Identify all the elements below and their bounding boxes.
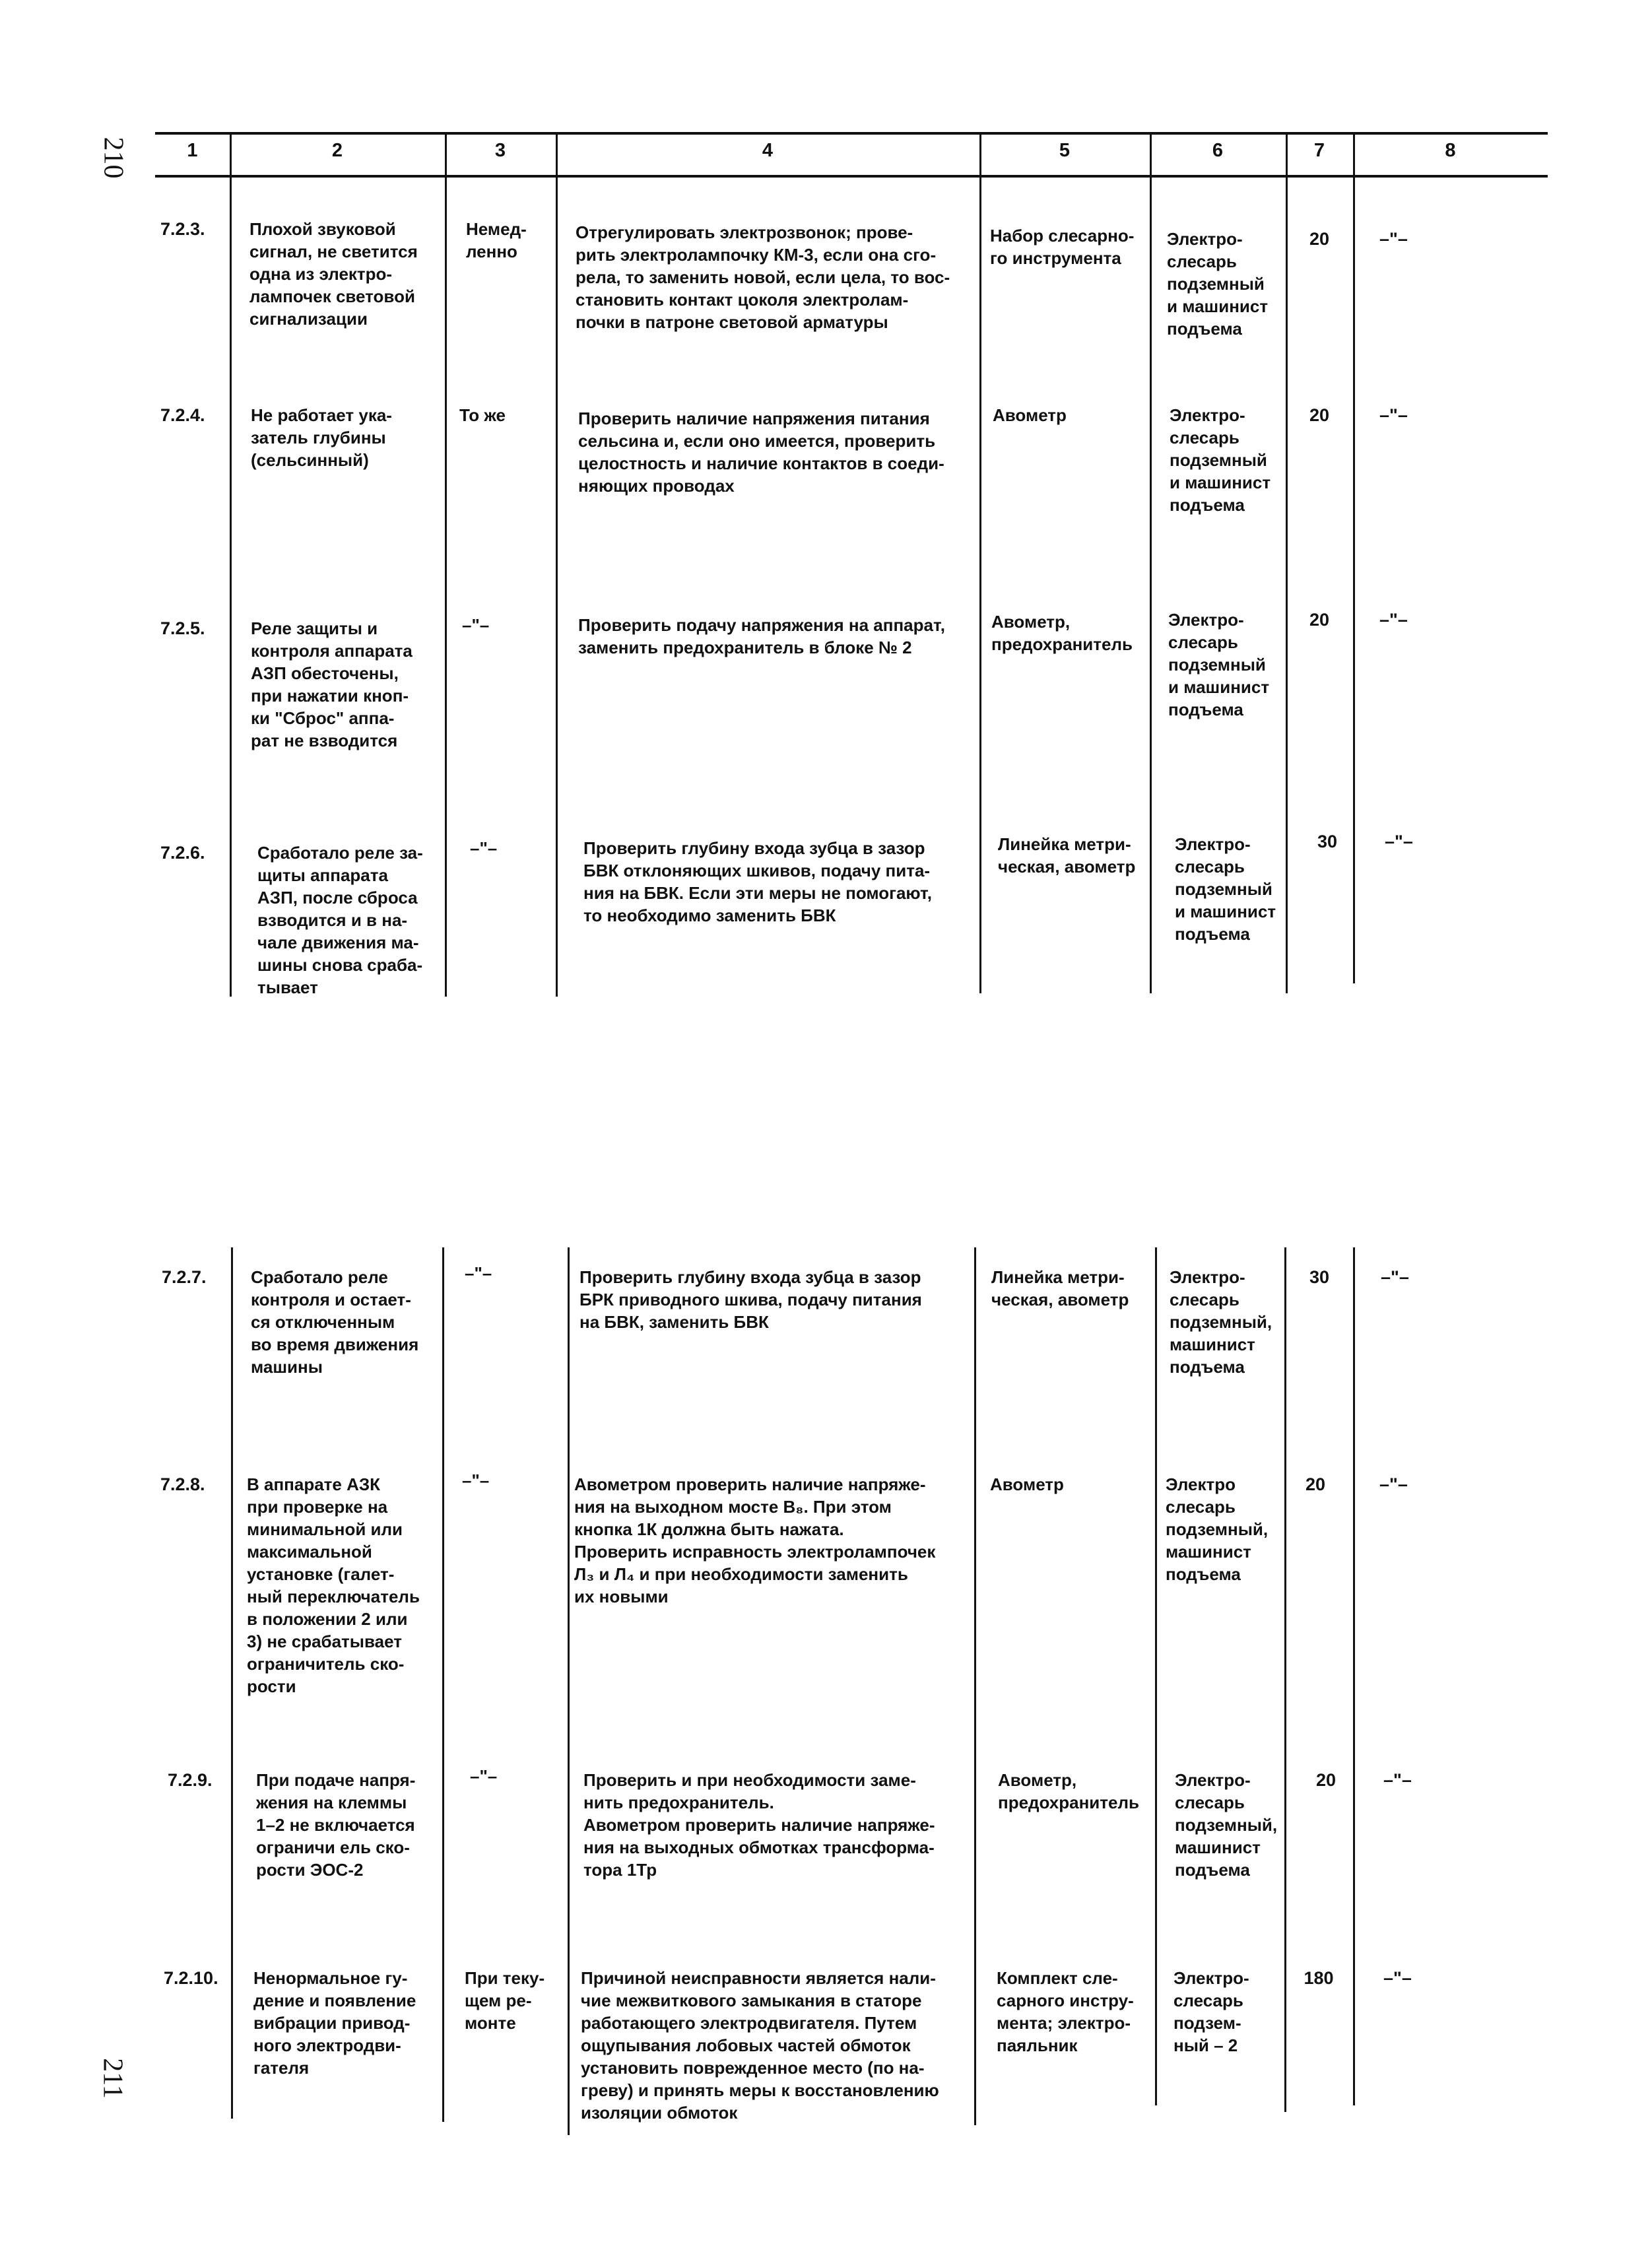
row-code: 7.2.10. [164,1968,218,1988]
staff: Электро слесарь подземный, машинист подъема [1166,1474,1269,1584]
column-divider [230,132,232,997]
repair-action: Проверить глубину входа зубца в зазор БВК отклоняющих шкивов, подачу пита- ния на БВК. Если эти меры не помогают, то необходимо заменить БВК [583,838,932,925]
time-minutes: 20 [1309,229,1330,249]
repair-action: Причиной неисправности является нали- чие межвиткового замыкания в статоре работающего электродвигателя. Путем ощупывания лобовых частей обмоток установить поврежденное место (по на- греву) и принять меры к восстановлению изоляции обмоток [581,1968,939,2123]
column-divider [974,1247,976,2125]
repair-term: –"– [462,615,490,635]
fault-description: При подаче напря- жения на клеммы 1–2 не включается ограничи ель ско- рости ЭОС-2 [256,1770,416,1880]
repair-action: Проверить подачу напряжения на аппарат, заменить предохранитель в блоке № 2 [578,615,945,657]
tools: Авометр [993,405,1067,425]
tools: Авометр, предохранитель [998,1770,1139,1812]
note: –"– [1385,832,1413,851]
repair-action: Отрегулировать электрозвонок; прове- рить электролампочку КМ-3, если она сго- рела, то заменить новой, если цела, то вос- становить контакт цоколя электролам- почки в патроне световой арматуры [576,222,950,332]
tools: Авометр, предохранитель [991,612,1133,654]
staff: Электро- слесарь подземный и машинист подъема [1170,405,1271,515]
staff: Электро- слесарь подземный, машинист подъема [1170,1267,1272,1377]
column-divider [979,132,981,993]
table-header-rule [155,175,1548,178]
time-minutes: 30 [1317,832,1338,851]
tools: Авометр [990,1474,1064,1494]
repair-term: –"– [462,1470,490,1490]
column-header-5: 5 [1059,140,1071,161]
column-header-4: 4 [762,140,774,161]
staff: Электро- слесарь подзем- ный – 2 [1173,1968,1249,2055]
column-divider [568,1247,570,2135]
row-code: 7.2.4. [160,405,205,425]
fault-description: Ненормальное гу- дение и появление вибрации привод- ного электродви- гателя [253,1968,416,2078]
column-header-8: 8 [1445,140,1456,161]
repair-term: –"– [470,1766,498,1786]
row-code: 7.2.5. [160,618,205,638]
staff: Электро- слесарь подземный, машинист подъема [1175,1770,1278,1880]
repair-action: Проверить глубину входа зубца в зазор БРК приводного шкива, подачу питания на БВК, заменить БВК [579,1267,922,1332]
repair-term: –"– [465,1263,492,1283]
fault-description: В аппарате АЗК при проверке на минимальной или максимальной установке (галет- ный переключатель в положении 2 или 3) не срабатывает ограничитель ско- рости [247,1474,420,1696]
staff: Электро- слесарь подземный и машинист подъема [1167,229,1269,339]
time-minutes: 20 [1309,610,1330,630]
repair-action: Авометром проверить наличие напряже- ния на выходном мосте В₈. При этом кнопка 1К должна быть нажата. Проверить исправность электролампочек Л₃ и Л₄ и при необходимости заменить их новыми [574,1474,936,1606]
fault-description: Плохой звуковой сигнал, не светится одна из электро- лампочек световой сигнализации [249,219,418,329]
repair-term: Немед- ленно [466,219,527,261]
note: –"– [1383,1770,1412,1790]
note: –"– [1383,1968,1412,1988]
column-divider [231,1247,233,2119]
column-header-1: 1 [187,140,198,161]
fault-description: Реле защиты и контроля аппарата АЗП обесточены, при нажатии кноп- ки "Сброс" аппа- рат не взводится [251,618,413,750]
row-code: 7.2.6. [160,843,205,863]
row-code: 7.2.9. [168,1770,213,1790]
note: –"– [1379,1474,1408,1494]
staff: Электро- слесарь подземный и машинист подъема [1175,834,1276,944]
time-minutes: 30 [1309,1267,1330,1287]
row-code: 7.2.7. [162,1267,207,1287]
time-minutes: 180 [1304,1968,1334,1988]
repair-term: То же [459,405,506,425]
column-header-2: 2 [331,140,343,161]
time-minutes: 20 [1309,405,1330,425]
column-divider [1150,132,1152,993]
column-divider [556,132,558,997]
column-divider [445,132,447,997]
note: –"– [1379,405,1408,425]
column-header-3: 3 [494,140,506,161]
fault-description: Сработало реле за- щиты аппарата АЗП, после сброса взводится и в на- чале движения ма- шины снова сраба- тывает [257,843,423,997]
time-minutes: 20 [1315,1770,1337,1790]
page-number-top: 210 [98,137,129,179]
fault-description: Не работает ука- затель глубины (сельсинный) [251,405,392,470]
row-code: 7.2.3. [160,219,205,239]
column-divider [1353,132,1355,983]
tools: Линейка метри- ческая, авометр [991,1267,1129,1309]
repair-action: Проверить и при необходимости заме- нить предохранитель. Авометром проверить наличие напряже- ния на выходных обмотках трансформа- тора 1Тр [583,1770,935,1880]
tools: Набор слесарно- го инструмента [990,226,1135,268]
note: –"– [1379,610,1408,630]
column-divider [1286,132,1288,993]
tools: Линейка метри- ческая, авометр [998,834,1136,876]
repair-term: При теку- щем ре- монте [465,1968,545,2033]
column-header-6: 6 [1212,140,1224,161]
time-minutes: 20 [1305,1474,1326,1494]
repair-action: Проверить наличие напряжения питания сельсина и, если оно имеется, проверить целостность и наличие контактов в соеди- няющих проводах [578,409,944,496]
tools: Комплект сле- сарного инстру- мента; электро- паяльник [997,1968,1134,2055]
page-number-bottom: 211 [97,2058,128,2099]
row-code: 7.2.8. [160,1474,205,1494]
column-header-7: 7 [1313,140,1325,161]
fault-description: Сработало реле контроля и остает- ся отключенным во время движения машины [251,1267,419,1377]
table-top-rule [155,132,1548,135]
column-divider [1155,1247,1157,2105]
column-divider [442,1247,444,2122]
column-divider [1353,1247,1355,2105]
staff: Электро- слесарь подземный и машинист подъема [1168,610,1270,719]
repair-term: –"– [470,838,498,858]
note: –"– [1381,1267,1409,1287]
note: –"– [1379,229,1408,249]
